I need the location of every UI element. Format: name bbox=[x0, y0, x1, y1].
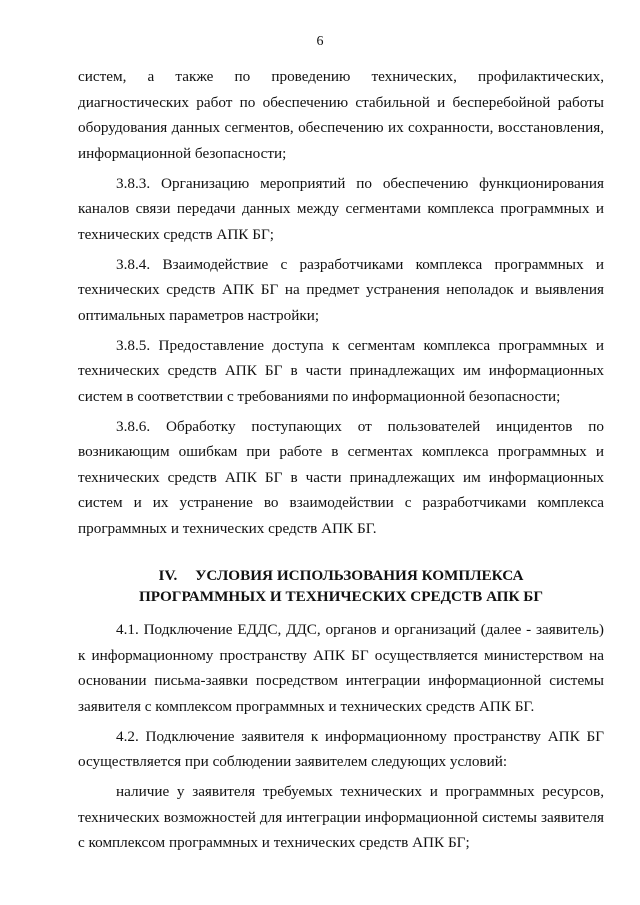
paragraph bbox=[78, 171, 604, 248]
page-number: 6 bbox=[316, 34, 324, 49]
section-heading bbox=[78, 565, 604, 607]
section-number: IV. bbox=[158, 567, 178, 584]
text-line: систем и их устранение во взаимодействии с разработчиками комплекса bbox=[78, 494, 604, 511]
text-line: с комплексом программных и технических средств АПК БГ; bbox=[78, 834, 470, 851]
text-line: 3.8.5. Предоставление доступа к сегментам комплекса программных и bbox=[116, 336, 604, 354]
text-line: технических возможностей для интеграции информационной системы заявителя bbox=[78, 808, 604, 826]
text-line: диагностических работ по обеспечению стабильной и бесперебойной работы bbox=[78, 93, 604, 111]
text-line: наличие у заявителя требуемых технических и программных ресурсов, bbox=[116, 783, 604, 800]
paragraphs-before-section bbox=[78, 64, 604, 541]
paragraph bbox=[78, 414, 604, 542]
text-line: 3.8.6. Обработку поступающих от пользователей инцидентов по bbox=[116, 417, 604, 435]
text-line: технических средств АПК БГ в части принадлежащих им информационных bbox=[78, 362, 604, 379]
paragraphs-after-section bbox=[78, 617, 604, 856]
text-line: информационной безопасности; bbox=[78, 144, 287, 162]
text-line: 3.8.3. Организацию мероприятий по обеспечению функционирования bbox=[116, 174, 604, 192]
text-line: каналов связи передачи данных между сегментами комплекса программных и bbox=[78, 200, 604, 217]
paragraph bbox=[78, 64, 604, 166]
text-line: технических средств АПК БГ в части принадлежащих им информационных bbox=[78, 468, 604, 486]
text-line: 3.8.4. Взаимодействие с разработчиками комплекса программных и bbox=[116, 255, 604, 273]
text-line: возникающим ошибкам при работе в сегментах комплекса программных и bbox=[78, 443, 604, 460]
text-line: заявителя с комплексом программных и технических средств АПК БГ. bbox=[78, 697, 535, 715]
text-line: систем, а также по проведению технических, профилактических, bbox=[78, 68, 604, 85]
text-line: 4.1. Подключение ЕДДС, ДДС, органов и организаций (далее - заявитель) bbox=[116, 621, 604, 638]
section-title-part-1: УСЛОВИЯ ИСПОЛЬЗОВАНИЯ КОМПЛЕКСА bbox=[195, 567, 524, 584]
text-line: систем в соответствии с требованиями по информационной безопасности; bbox=[78, 387, 561, 405]
text-line: осуществляется при соблюдении заявителем следующих условий: bbox=[78, 753, 508, 770]
section-title-part-2: ПРОГРАММНЫХ И ТЕХНИЧЕСКИХ СРЕДСТВ АПК БГ bbox=[138, 588, 543, 605]
paragraph bbox=[78, 617, 604, 719]
section-heading-line-1 bbox=[78, 565, 604, 586]
text-line: оборудования данных сегментов, обеспечению их сохранности, восстановления, bbox=[78, 119, 604, 136]
text-line: основании письма-заявки посредством интеграции информационной системы bbox=[78, 672, 604, 689]
text-line: к информационному пространству АПК БГ осуществляется министерством на bbox=[78, 646, 604, 664]
paragraph bbox=[78, 724, 604, 775]
text-line: программных и технических средств АПК БГ. bbox=[78, 519, 377, 537]
text-line: технических средств АПК БГ; bbox=[78, 225, 274, 243]
text-line: оптимальных параметров настройки; bbox=[78, 306, 320, 324]
paragraph bbox=[78, 779, 604, 856]
paragraph bbox=[78, 333, 604, 410]
text-line: 4.2. Подключение заявителя к информационному пространству АПК БГ bbox=[116, 727, 604, 745]
paragraph bbox=[78, 252, 604, 329]
text-line: технических средств АПК БГ на предмет устранения неполадок и выявления bbox=[78, 281, 604, 298]
document-body bbox=[78, 64, 604, 860]
